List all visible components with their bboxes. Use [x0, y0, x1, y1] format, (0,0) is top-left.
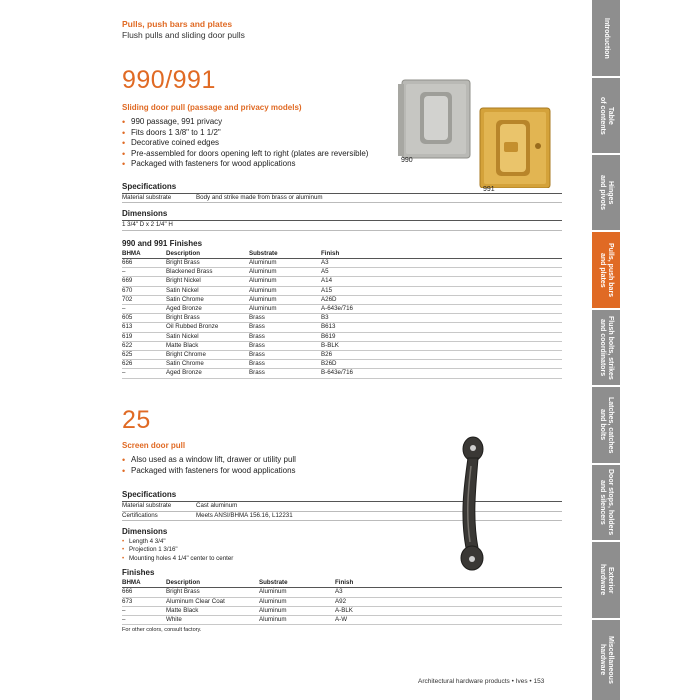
table-row	[122, 277, 562, 286]
table-cell: B26D	[321, 360, 562, 369]
table-cell: A-W	[335, 616, 562, 625]
tab-flush-bolts-strikes[interactable]	[592, 310, 620, 385]
column-header: Finish	[321, 250, 562, 259]
table-row	[122, 286, 562, 295]
table-cell: Brass	[249, 351, 321, 360]
finishes-heading: Finishes	[122, 567, 155, 577]
table-cell: Aluminum Clear Coat	[166, 597, 259, 606]
feature-item: • 990 passage, 991 privacy	[122, 117, 562, 128]
dimension-item: • Projection 1 3/16"	[122, 546, 562, 554]
table-cell: B613	[321, 323, 562, 332]
finishes-table-body	[122, 588, 562, 625]
table-cell: Aluminum	[259, 606, 335, 615]
subcategory-title: Flush pulls and sliding door pulls	[122, 30, 245, 40]
table-cell: Bright Nickel	[166, 277, 249, 286]
table-row	[122, 616, 562, 625]
table-row	[122, 332, 562, 341]
dimension-item: • Length 4 3/4"	[122, 538, 562, 546]
table-cell: Satin Nickel	[166, 286, 249, 295]
table-cell: A5	[321, 268, 562, 277]
table-cell: Aluminum	[249, 305, 321, 314]
dimension-item: • Mounting holes 4 1/4" center to center	[122, 555, 562, 563]
table-row	[122, 341, 562, 350]
pull-990-image	[398, 80, 470, 158]
column-header: Finish	[335, 579, 562, 588]
column-header: BHMA	[122, 250, 166, 259]
table-row	[122, 588, 562, 597]
table-cell: Aluminum	[259, 616, 335, 625]
table-row	[122, 606, 562, 615]
table-cell: Bright Chrome	[166, 351, 249, 360]
tab-label: Introduction	[603, 17, 610, 59]
table-cell: Aged Bronze	[166, 369, 249, 378]
table-cell: B26	[321, 351, 562, 360]
dimensions-heading: Dimensions	[122, 527, 168, 536]
table-row	[122, 597, 562, 606]
table-cell: 673	[122, 597, 166, 606]
table-row	[122, 259, 562, 268]
table-cell: 669	[122, 277, 166, 286]
table-row	[122, 360, 562, 369]
table-cell: A92	[335, 597, 562, 606]
spec-key: Material substrate	[122, 193, 172, 201]
table-row	[122, 314, 562, 323]
table-cell: Satin Nickel	[166, 332, 249, 341]
table-row	[122, 351, 562, 360]
table-row	[122, 295, 562, 304]
spec-key: Certifications	[122, 511, 158, 519]
tab-label: Miscellaneous hardware	[599, 636, 614, 684]
table-cell: –	[122, 616, 166, 625]
table-cell: Brass	[249, 360, 321, 369]
dimensions-value: 1 3/4" D x 2 1/4" H	[122, 221, 562, 231]
table-row	[122, 323, 562, 332]
table-cell: Aluminum	[249, 268, 321, 277]
table-cell: Aluminum	[249, 286, 321, 295]
table-cell: B3	[321, 314, 562, 323]
tab-label: Latches, catches and bolts	[599, 396, 614, 454]
footnote: For other colors, consult factory.	[122, 627, 202, 634]
feature-item: • Packaged with fasteners for wood applications	[122, 159, 562, 170]
tab-label: Hinges and pivots	[599, 174, 614, 210]
table-cell: A3	[335, 588, 562, 597]
table-cell: Brass	[249, 314, 321, 323]
table-cell: –	[122, 305, 166, 314]
table-cell: Aluminum	[259, 597, 335, 606]
tab-label: Table of contents	[599, 96, 614, 135]
table-cell: Bright Brass	[166, 314, 249, 323]
tab-hinges-and-pivots[interactable]	[592, 155, 620, 230]
table-row	[122, 305, 562, 314]
table-cell: A3	[321, 259, 562, 268]
table-cell: Aluminum	[249, 259, 321, 268]
table-cell: Satin Chrome	[166, 295, 249, 304]
specifications-heading: Specifications	[122, 182, 562, 194]
table-cell: A-643e/716	[321, 305, 562, 314]
table-cell: 666	[122, 588, 166, 597]
table-cell: 613	[122, 323, 166, 332]
table-cell: Aged Bronze	[166, 305, 249, 314]
table-cell: A26D	[321, 295, 562, 304]
model-number: 990/991	[122, 66, 216, 94]
table-row	[122, 268, 562, 277]
feature-item: • Fits doors 1 3/8" to 1 1/2"	[122, 128, 562, 139]
table-cell: Aluminum	[249, 295, 321, 304]
tab-label: Pulls, push bars and plates	[599, 242, 614, 298]
table-cell: Blackened Brass	[166, 268, 249, 277]
column-header: Description	[166, 250, 249, 259]
table-cell: White	[166, 616, 259, 625]
tab-latches-catches-bolts[interactable]	[592, 387, 620, 463]
table-cell: Brass	[249, 341, 321, 350]
table-cell: Brass	[249, 332, 321, 341]
finishes-heading: 990 and 991 Finishes	[122, 238, 203, 248]
spec-row	[122, 194, 562, 204]
spec-value: Cast aluminum	[196, 502, 238, 509]
dimensions-heading: Dimensions	[122, 209, 562, 221]
table-cell: A14	[321, 277, 562, 286]
column-header: Substrate	[259, 579, 335, 588]
feature-item: • Pre-assembled for doors opening left to right (plates are reversible)	[122, 149, 562, 160]
tab-label: Door stops, holders and silencers	[599, 469, 614, 536]
table-cell: –	[122, 268, 166, 277]
table-cell: Bright Brass	[166, 588, 259, 597]
table-cell: –	[122, 369, 166, 378]
table-cell: Brass	[249, 369, 321, 378]
page-footer: Architectural hardware products • Ives • 153	[418, 678, 545, 685]
column-header: BHMA	[122, 579, 166, 588]
table-cell: B-BLK	[321, 341, 562, 350]
section-tabs	[592, 0, 620, 700]
feature-item: • Packaged with fasteners for wood applications	[122, 466, 562, 477]
column-header: Substrate	[249, 250, 321, 259]
image-label-991: 991	[483, 186, 495, 193]
table-cell: 670	[122, 286, 166, 295]
table-cell: Matte Black	[166, 341, 249, 350]
table-cell: Aluminum	[259, 588, 335, 597]
tab-miscellaneous-hardware[interactable]	[592, 620, 620, 700]
table-cell: Satin Chrome	[166, 360, 249, 369]
column-header: Description	[166, 579, 259, 588]
table-cell: Oil Rubbed Bronze	[166, 323, 249, 332]
product-title: Screen door pull	[122, 441, 186, 450]
image-label-990: 990	[401, 157, 413, 164]
spec-value: Meets ANSI/BHMA 156.16, L12231	[196, 511, 293, 519]
table-cell: 625	[122, 351, 166, 360]
model-number: 25	[122, 406, 151, 434]
table-cell: 702	[122, 295, 166, 304]
tab-label: Flush bolts, strikes and coordinators	[599, 315, 614, 380]
category-title: Pulls, push bars and plates	[122, 19, 233, 29]
tab-pulls-push-bars-and-plates[interactable]	[592, 232, 620, 308]
spec-key: Material substrate	[122, 502, 172, 509]
table-cell: A-BLK	[335, 606, 562, 615]
table-cell: A15	[321, 286, 562, 295]
page-header	[122, 19, 562, 41]
finishes-table	[122, 250, 562, 379]
tab-introduction[interactable]	[592, 0, 620, 76]
table-cell: –	[122, 606, 166, 615]
tab-label: Exterior hardware	[599, 564, 614, 596]
pull-991-image	[480, 108, 550, 188]
table-header-row	[122, 250, 562, 259]
product-image-990-991	[396, 78, 586, 188]
table-cell: 622	[122, 341, 166, 350]
specifications-heading: Specifications	[122, 490, 562, 502]
table-cell: 666	[122, 259, 166, 268]
product-title: Sliding door pull (passage and privacy models)	[122, 103, 302, 112]
feature-item: • Decorative coined edges	[122, 138, 562, 149]
screen-door-pull-image	[448, 436, 498, 572]
table-cell: B-643e/716	[321, 369, 562, 378]
table-cell: 626	[122, 360, 166, 369]
spec-value: Body and strike made from brass or aluminum	[196, 193, 323, 201]
table-cell: B619	[321, 332, 562, 341]
tab-exterior-hardware[interactable]	[592, 542, 620, 618]
tab-table-of-contents[interactable]	[592, 78, 620, 153]
finishes-table	[122, 579, 562, 625]
table-cell: Bright Brass	[166, 259, 249, 268]
table-cell: Matte Black	[166, 606, 259, 615]
table-cell: Brass	[249, 323, 321, 332]
table-header-row	[122, 579, 562, 588]
feature-item: • Also used as a window lift, drawer or utility pull	[122, 455, 562, 466]
table-cell: 619	[122, 332, 166, 341]
finishes-table-body	[122, 259, 562, 379]
table-cell: Aluminum	[249, 277, 321, 286]
table-cell: 605	[122, 314, 166, 323]
table-row	[122, 369, 562, 378]
tab-door-stops-holders[interactable]	[592, 465, 620, 540]
